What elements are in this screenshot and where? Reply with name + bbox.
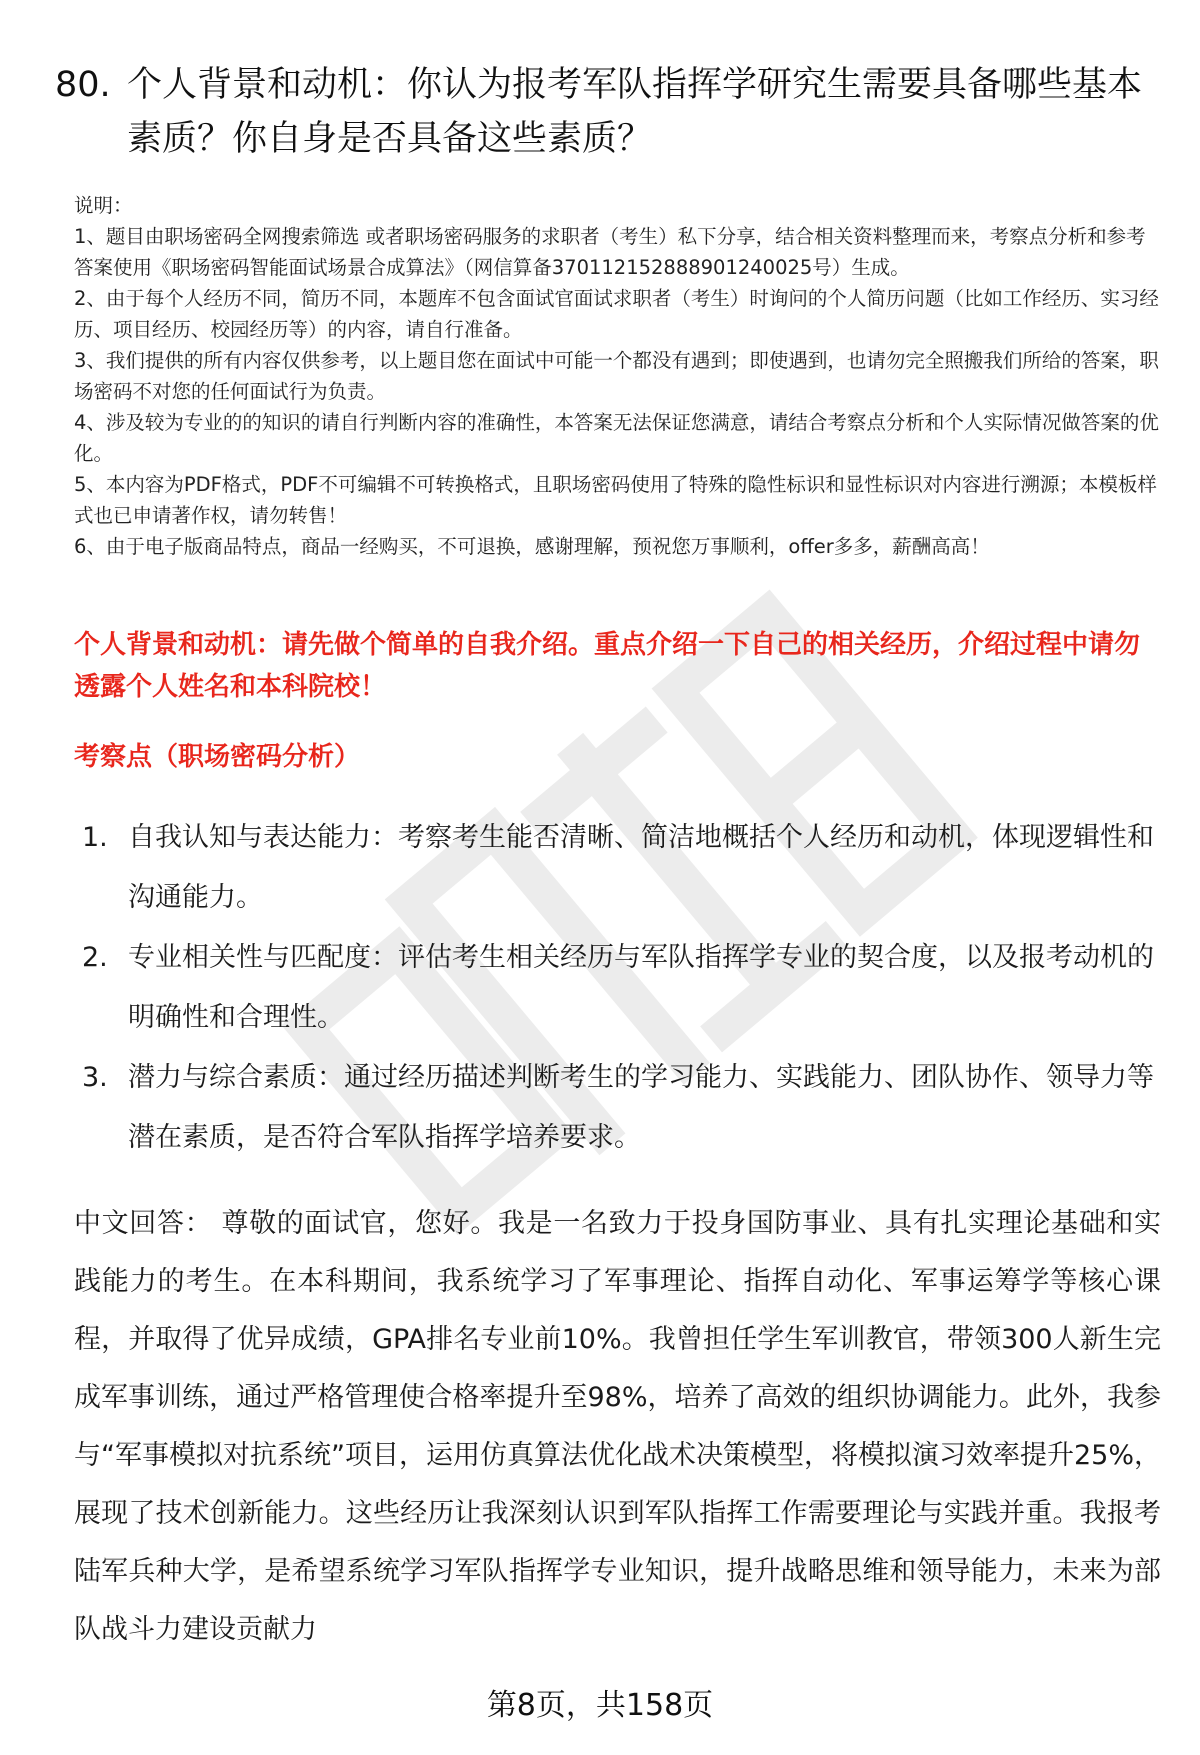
page-footer: 第8页，共158页 <box>486 1688 714 1723</box>
note-item: 5、本内容为PDF格式，PDF不可编辑不可转换格式，且职场密码使用了特殊的隐性标识和显性标识对内容进行溯源；本模板样式也已申请著作权，请勿转售！ <box>74 473 1157 527</box>
point-number: 1. <box>82 822 108 853</box>
notes-heading: 说明： <box>74 194 133 217</box>
analysis-point <box>82 928 1162 1048</box>
note-item: 3、我们提供的所有内容仅供参考，以上题目您在面试中可能一个都没有遇到；即使遇到，也请勿完全照搬我们所给的答案，职场密码不对您的任何面试行为负责。 <box>74 349 1159 403</box>
analysis-point <box>82 808 1162 928</box>
analysis-points <box>82 808 1162 1168</box>
note-item: 4、涉及较为专业的的知识的请自行判断内容的准确性，本答案无法保证您满意，请结合考察点分析和个人实际情况做答案的优化。 <box>74 411 1159 465</box>
point-text: 潜力与综合素质：通过经历描述判断考生的学习能力、实践能力、团队协作、领导力等潜在素质，是否符合军队指挥学培养要求。 <box>128 1062 1154 1153</box>
point-number: 3. <box>82 1062 108 1093</box>
point-text: 自我认知与表达能力：考察考生能否清晰、简洁地概括个人经历和动机，体现逻辑性和沟通能力。 <box>128 822 1154 913</box>
sub-question-heading: 个人背景和动机：请先做个简单的自我介绍。重点介绍一下自己的相关经历，介绍过程中请勿透露个人姓名和本科院校！ <box>74 630 1141 702</box>
answer-paragraph <box>74 1195 1161 1659</box>
note-item: 1、题目由职场密码全网搜索筛选 或者职场密码服务的求职者（考生）私下分享，结合相关资料整理而来，考察点分析和参考答案使用《职场密码智能面试场景合成算法》（网信算备370112152888901240025号）生成。 <box>74 225 1146 279</box>
question-text: 个人背景和动机：你认为报考军队指挥学研究生需要具备哪些基本素质？你自身是否具备这些素质？ <box>127 65 1143 159</box>
analysis-point <box>82 1048 1162 1168</box>
analysis-heading: 考察点（职场密码分析） <box>74 742 361 772</box>
answer-label: 中文回答： <box>74 1208 213 1239</box>
note-item: 2、由于每个人经历不同，简历不同，本题库不包含面试官面试求职者（考生）时询问的个人简历问题（比如工作经历、实习经历、项目经历、校园经历等）的内容，请自行准备。 <box>74 287 1159 341</box>
point-text: 专业相关性与匹配度：评估考生相关经历与军队指挥学专业的契合度，以及报考动机的明确性和合理性。 <box>128 942 1154 1033</box>
question-number: 80. <box>55 65 111 105</box>
point-number: 2. <box>82 942 108 973</box>
answer-text: 尊敬的面试官，您好。我是一名致力于投身国防事业、具有扎实理论基础和实践能力的考生。在本科期间，我系统学习了军事理论、指挥自动化、军事运筹学等核心课程，并取得了优异成绩，GPA排名专业前10%。我曾担任学生军训教官，带领300人新生完成军事训练，通过严格管理使合格率提升至98%，培养了高效的组织协调能力。此外，我参与“军事模拟对抗系统”项目，运用仿真算法优化战术决策模型，将模拟演习效率提升25%，展现了技术创新能力。这些经历让我深刻认识到军队指挥工作需要理论与实践并重。我报考陆军兵种大学，是希望系统学习军队指挥学专业知识，提升战略思维和领导能力，未来为部队战斗力建设贡献力 <box>74 1208 1161 1645</box>
question-title <box>55 58 1155 166</box>
notes-section <box>74 190 1159 562</box>
note-item: 6、由于电子版商品特点，商品一经购买，不可退换，感谢理解，预祝您万事顺利，offer多多，薪酬高高！ <box>74 535 990 558</box>
